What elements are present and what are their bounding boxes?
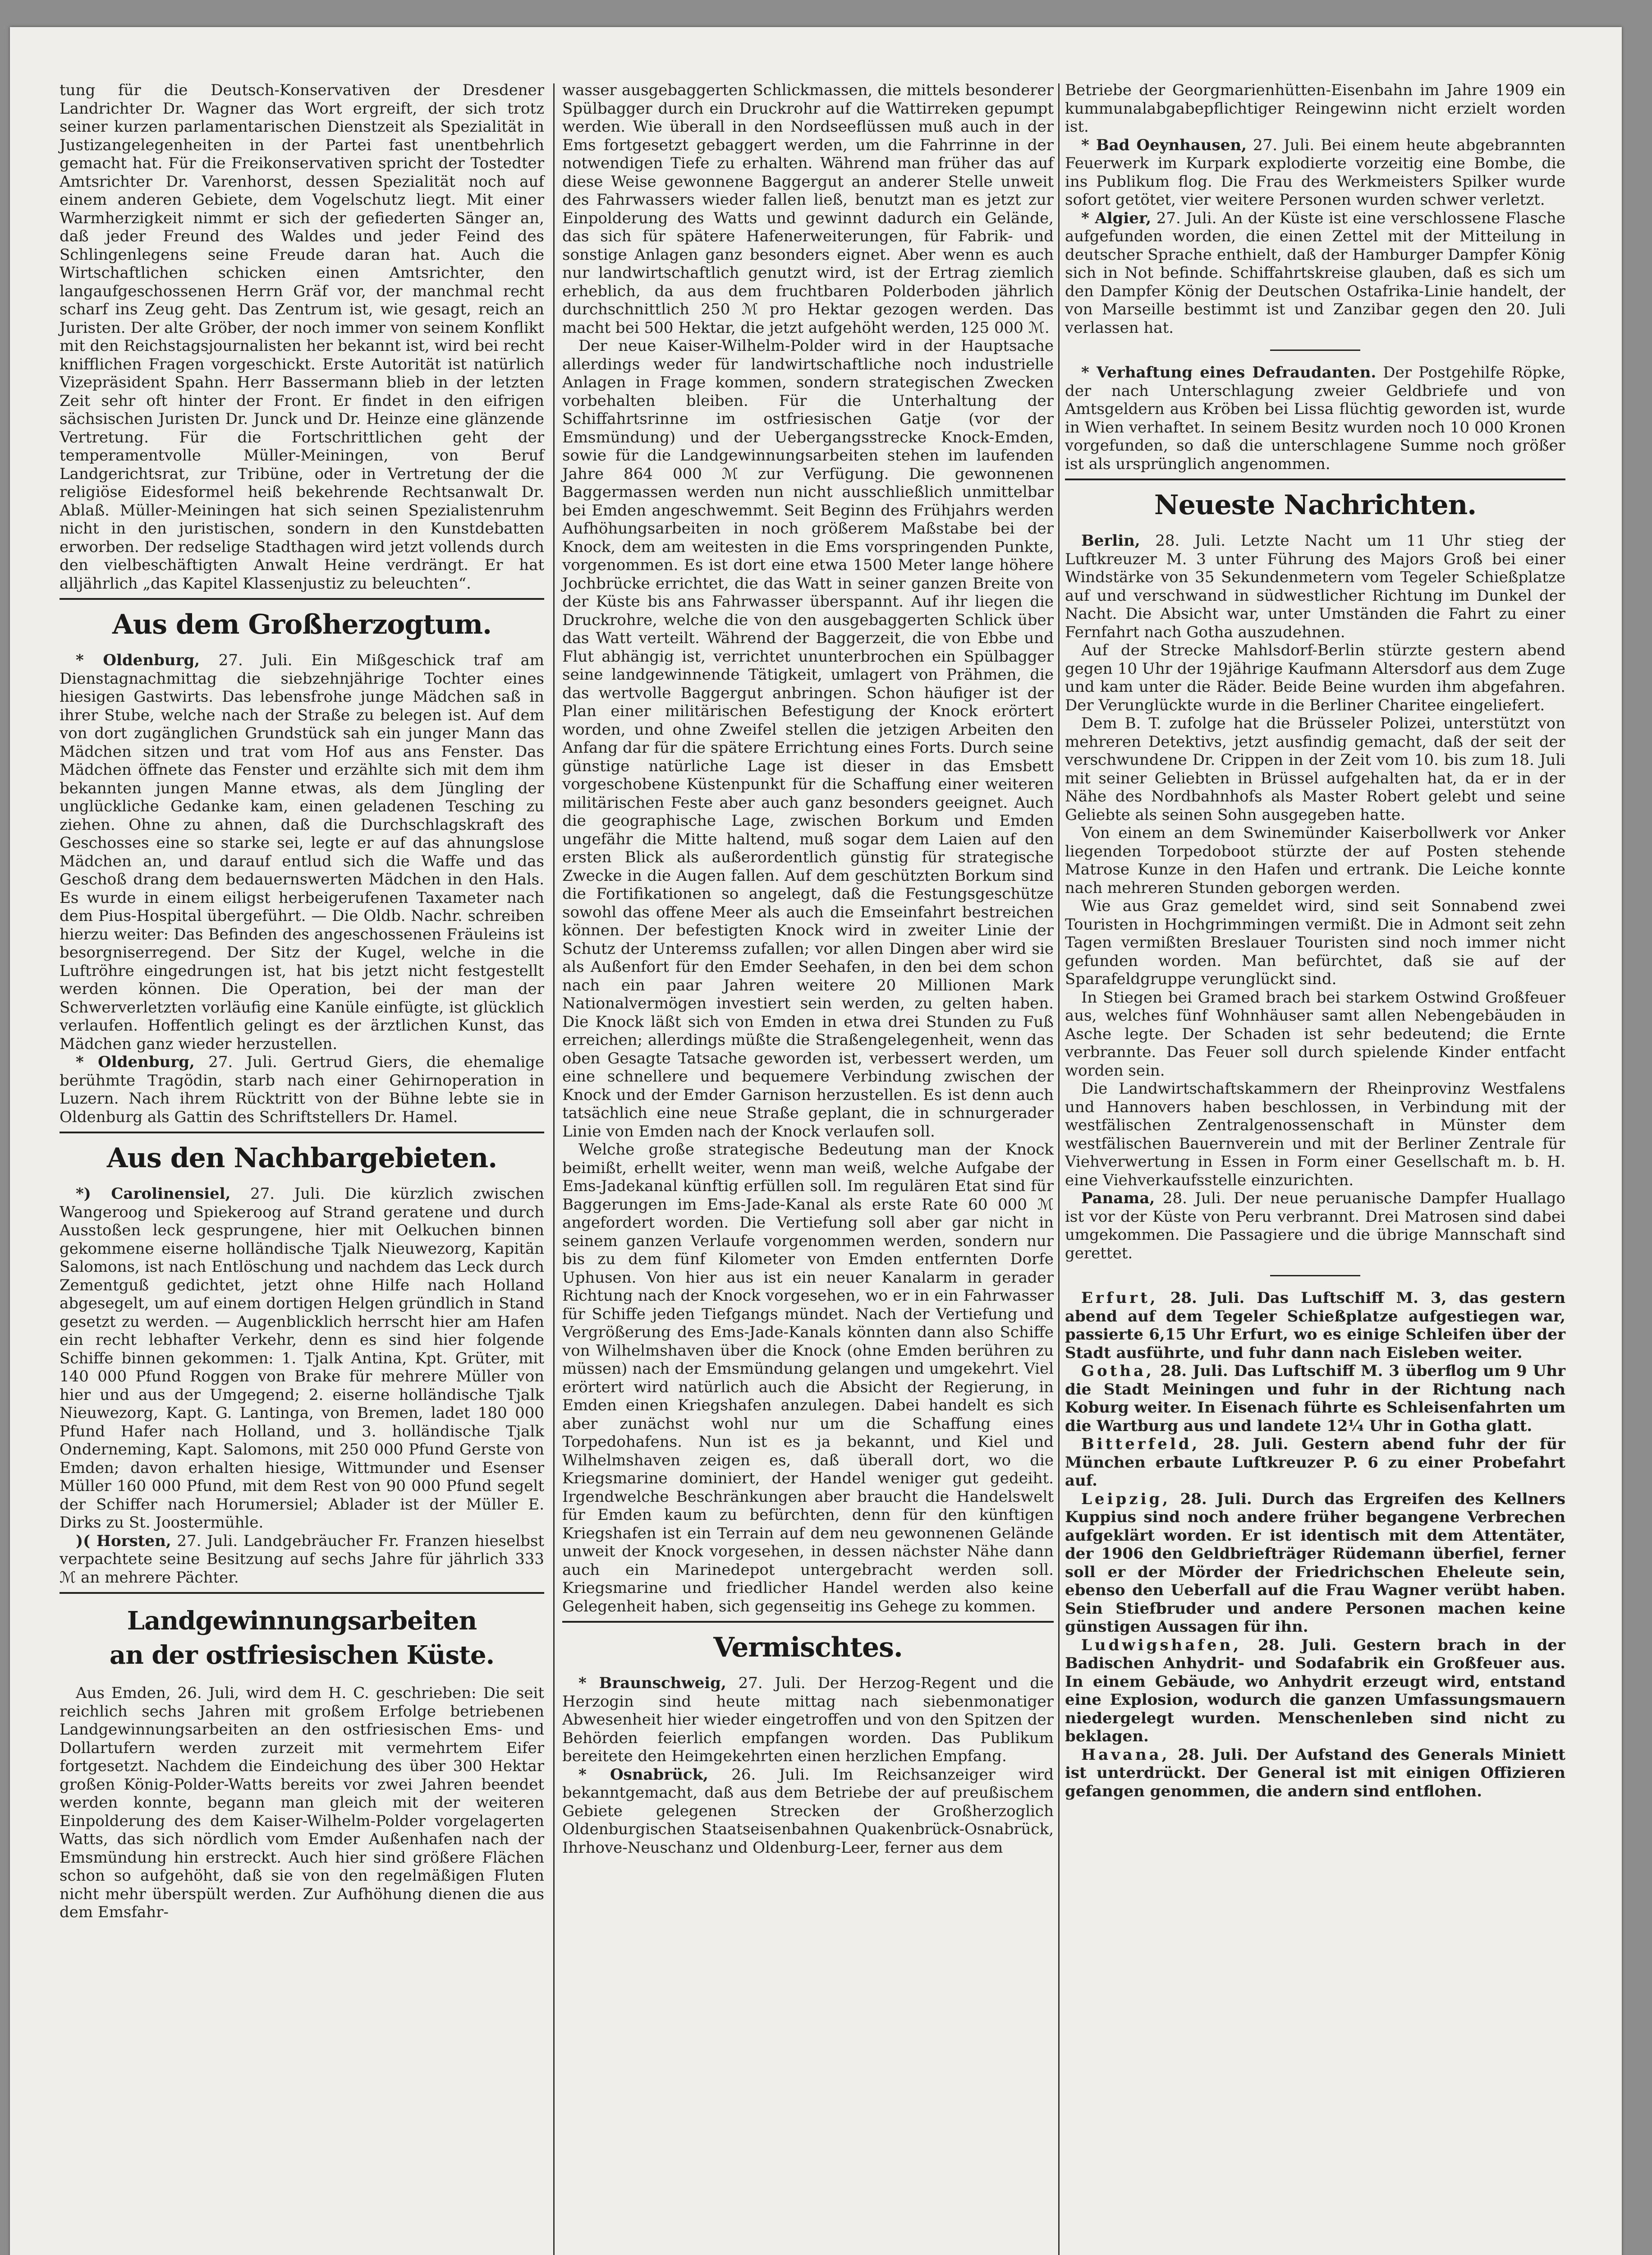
section-heading: Neueste Nachrichten. — [1154, 489, 1477, 521]
news-text: 27. Juli. Bei einem heute abgebrannten Feuerwerk im Kurpark explodierte vorzeitig eine Bombe, die ins Publikum flog. Die Frau des Werkmeisters Spilker wurde sofort getötet, vier weitere Personen wurden schwer verletzt. — [1065, 136, 1565, 209]
news-item — [1065, 136, 1565, 209]
heading-line: Landgewinnungsarbeiten — [127, 1606, 477, 1636]
news-text: 28. Juli. Das Luftschiff M. 3, das gestern abend auf dem Tegeler Schießplatze aufgestiegen war, passierte 6,15 Uhr Erfurt, wo es einige Schleifen über der Stadt ausführte, und fuhr dann nach Eisleben weiter. — [1065, 1289, 1565, 1362]
heading-line: an der ostfriesischen Küste. — [109, 1640, 495, 1670]
news-text: 28. Juli. Der Aufstand des Generals Miniett ist unterdrückt. Der General ist mit einigen Offizieren gefangen genommen, die andern sind entflohen. — [1065, 1745, 1565, 1800]
news-item — [1065, 364, 1565, 473]
news-text: 26. Juli. Im Reichsanzeiger wird bekanntgemacht, daß aus dem Betriebe der auf preußischem Gebiete gelegenen Strecken der Großherzoglich Oldenburgischen Staatseisenbahnen Quakenbrück-Osnabrück, Ihrhove-Neuschanz und Oldenburg-Leer, ferner aus dem — [562, 1765, 1054, 1857]
news-item — [1065, 1435, 1565, 1490]
news-text: Wie aus Graz gemeldet wird, sind seit Sonnabend zwei Touristen in Hochgrimmingen vermißt. Die in Admont seit zehn Tagen vermißten Breslauer Touristen sind noch immer nicht gefunden worden. Man befürchtet, daß sie auf der Sparafeldgruppe verunglückt sind. — [1065, 897, 1565, 988]
dateline: * Algier, — [1081, 209, 1152, 227]
dateline: Ludwigshafen, — [1081, 1636, 1242, 1654]
dateline: * Braunschweig, — [578, 1674, 726, 1692]
section-heading: Aus den Nachbargebieten. — [106, 1142, 497, 1174]
dateline: * Osnabrück, — [578, 1765, 709, 1784]
news-text: Die Landwirtschaftskammern der Rheinprovinz Westfalens und Hannovers haben beschlossen, in Verbindung mit der westfälischen Zentralgenossenschaft in Münster dem westfälischen Bauernverein und mit der Berliner Zentrale für Viehverwertung in Essen in Form einer Gesellschaft m. b. H. eine Viehverkaufsstelle einzurichten. — [1065, 1080, 1565, 1189]
section-rule — [60, 1132, 544, 1133]
news-item — [1065, 1636, 1565, 1746]
dateline: Leipzig, — [1081, 1490, 1171, 1508]
news-item — [1065, 1189, 1565, 1262]
column-divider — [553, 83, 555, 2255]
news-item — [60, 1185, 544, 1532]
news-text: 27. Juli. Gertrud Giers, die ehemalige berühmte Tragödin, starb nach einer Gehirnoperation in Luzern. Nach ihrem Rücktritt von der Bühne lebte sie in Oldenburg als Gattin des Schriftstellers Dr. Hamel. — [60, 1053, 545, 1126]
section-rule — [60, 598, 544, 600]
article-text: Betriebe der Georgmarienhütten-Eisenbahn im Jahre 1909 ein kummunalabgabepflichtiger Reingewinn nicht erzielt worden ist. — [1065, 81, 1565, 136]
news-item — [60, 1532, 544, 1587]
article-text: Aus Emden, 26. Juli, wird dem H. C. geschrieben: Die seit reichlich sechs Jahren mit großem Erfolge betriebenen Landgewinnungsarbeiten an den ostfriesischen Ems- und Dollartufern werden zurzeit mit vermehrtem Eifer fortgesetzt. Nachdem die Eindeichung des über 300 Hektar großen König-Polder-Watts bereits vor zwei Jahren beendet werden konnte, begann man gleich mit der weiteren Einpolderung des dem Kaiser-Wilhelm-Polder vorgelagerten Watts, das sich nördlich vom Emder Außenhafen nach der Emsmündung hin erstreckt. Auch hier sind größere Flächen schon so aufgehöht, daß sie von den regelmäßigen Fluten nicht mehr überspült werden. Zur Aufhöhung dienen die aus dem Emsfahr- — [60, 1684, 544, 1921]
news-text: 28. Juli. Der neue peruanische Dampfer Huallago ist vor der Küste von Peru verbrannt. Drei Matrosen sind dabei umgekommen. Die Passagiere und die übrige Mannschaft sind gerettet. — [1065, 1189, 1566, 1262]
news-item — [60, 651, 544, 1053]
news-text: Von einem an dem Swinemünder Kaiserbollwerk vor Anker liegenden Torpedoboot stürzte der auf Posten stehende Matrose Kunze in den Hafen und ertrank. Die Leiche konnte nach mehreren Stunden geborgen werden. — [1065, 824, 1565, 897]
dateline: Havana, — [1081, 1745, 1170, 1764]
article-text: wasser ausgebaggerten Schlickmassen, die mittels besonderer Spülbagger durch ein Druckrohr auf die Wattirreken gepumpt werden. Wie überall in den Nordseeflüssen muß auch in der Ems fortgesetzt gebaggert werden, um die Fahrrinne in der notwendigen Tiefe zu erhalten. Während man früher das auf diese Weise gewonnene Baggergut an anderer Stelle unweit des Fahrwassers wieder fallen ließ, benutzt man es jetzt zur Einpolderung des Watts und gewinnt dadurch ein Gelände, das sich für spätere Hafenerweiterungen, für Fabrik- und sonstige Anlagen ganz besonders eignet. Aber wenn es auch nur landwirtschaftlich genutzt wird, ist der Ertrag ziemlich erheblich, da aus dem fruchtbaren Polderboden jährlich durchschnittlich 250 ℳ pro Hektar gezogen werden. Das macht bei 500 Hektar, die jetzt aufgehöht werden, 125 000 ℳ. — [562, 81, 1054, 337]
dateline: Gotha, — [1081, 1362, 1155, 1380]
news-text: 27. Juli. Der Herzog-Regent und die Herzogin sind heute mittag nach siebenmonatiger Abwesenheit hier wieder eingetroffen und von den Spitzen der Behörden feierlich empfangen worden. Das Publikum bereitete den Heimgekehrten einen herzlichen Empfang. — [562, 1674, 1054, 1765]
news-item — [1065, 209, 1565, 337]
article-text: Welche große strategische Bedeutung man der Knock beimißt, erhellt weiter, wenn man weiß, welche Aufgabe der Ems-Jadekanal künftig erfüllen soll. Im regulären Etat sind für Baggerungen im Ems-Jade-Kanal als erste Rate 60 000 ℳ angefordert worden. Die Vertiefung soll aber gar nicht in seinem ganzen Verlaufe vorgenommen werden, sondern nur bis zu dem fünf Kilometer von Emden entfernten Dorfe Uphusen. Von hier aus ist ein neuer Kanalarm in gerader Richtung nach der Knock vorgesehen, wo er in ein Fahrwasser für Schiffe jeden Tiefgangs mündet. Nach der Vertiefung und Vergrößerung des Ems-Jade-Kanals könnten dann also Schiffe von Wilhelmshaven über die Knock (ohne Emden berühren zu müssen) nach der Emsmündung gelangen und umgekehrt. Viel erörtert wird natürlich auch die Absicht der Regierung, in Emden einen Kriegshafen anzulegen. Dabei handelt es sich aber zunächst wohl nur um die Schaffung eines Torpedohafens. Nun ist es ja bekannt, und Kiel und Wilhelmshaven zeigen es, daß überall dort, wo die Kriegsmarine dominiert, der Handel weniger gut gedeiht. Irgendwelche Beschränkungen aber braucht die Handelswelt für Emden kaum zu befürchten, denn für den künftigen Kriegshafen ist ein Terrain auf dem neu gewonnenen Gelände unweit der Knock vorgesehen, in dessen nächster Nähe dann auch ein Marinedepot untergebracht werden soll. Kriegsmarine und friedlicher Handel werden also keine Gelegenheit haben, sich gegenseitig ins Gehege zu kommen. — [562, 1141, 1054, 1615]
news-item — [562, 1766, 1054, 1857]
news-text: 27. Juli. Ein Mißgeschick traf am Dienstagnachmittag die siebzehnjährige Tochter eines hiesigen Gastwirts. Das lebensfrohe junge Mädchen saß in ihrer Stube, welche nach der Straße zu belegen ist. Auf dem von dort zugänglichen Grundstück sah ein junger Mann das Mädchen sitzen und trat vom Hof aus ans Fenster. Das Mädchen öffnete das Fenster und erzählte sich mit dem ihm bekannten jungen Manne etwas, als dem Jüngling der unglückliche Gedanke kam, einen geladenen Tesching zu ziehen. Ohne zu ahnen, daß die Durchschlagskraft des Geschosses eine so starke sei, legte er auf das ahnungslose Mädchen an, und darauf entlud sich die Waffe und das Geschoß drang dem bedauernswerten Mädchen in den Hals. Es wurde in einem eiligst herbeigerufenen Taxameter nach dem Pius-Hospital übergeführt. — Die Oldb. Nachr. schreiben hierzu weiter: Das Befinden des angeschossenen Fräuleins ist besorgniserregend. Der Sitz der Kugel, welche in die Luftröhre eingedrungen ist, hat bis jetzt nicht festgestellt werden können. Die Operation, bei der man der Schwerverletzten vorläufig eine Kanüle einfügte, ist glücklich verlaufen. Hoffentlich gelingt es der ärztlichen Kunst, das Mädchen ganz wieder herzustellen. — [60, 651, 545, 1053]
dateline: Berlin, — [1081, 532, 1140, 550]
dateline: * Oldenburg, — [76, 1053, 195, 1071]
news-text: In Stiegen bei Gramed brach bei starkem Ostwind Großfeuer aus, welches fünf Wohnhäuser samt allen Nebengebäuden in Asche legte. Der Schaden ist sehr bedeutend; die Ernte verbrannte. Das Feuer soll durch spielende Kinder entfacht worden sein. — [1065, 988, 1565, 1080]
news-item — [1065, 1746, 1565, 1801]
news-item — [1065, 1362, 1565, 1435]
dateline: * Verhaftung eines Defraudanten. — [1081, 364, 1377, 382]
section-heading: Vermischtes. — [713, 1632, 903, 1663]
column-divider — [1058, 83, 1060, 2255]
article-text: Der neue Kaiser-Wilhelm-Polder wird in der Hauptsache allerdings weder für landwirtschaftliche noch industrielle Anlagen in Frage kommen, sondern strategischen Zwecken vorbehalten bleiben. Für die Unterhaltung der Schiffahrtsrinne im ostfriesischen Gatje (vor der Emsmündung) und der Uebergangsstrecke Knock-Emden, sowie für die Landgewinnungsarbeiten stehen im laufenden Jahre 864 000 ℳ zur Verfügung. Die gewonnenen Baggermassen werden nun nicht ausschließlich unmittelbar bei Emden angeschwemmt. Seit Beginn des Frühjahrs werden Aufhöhungsarbeiten in noch größerem Maßstabe bei der Knock, dem am weitesten in die Ems vorspringenden Punkte, vorgenommen. Es ist dort eine etwa 1500 Meter lange höhere Jochbrücke errichtet, die das Watt in seiner ganzen Breite von der Küste bis ans Fahrwasser überspannt. Auf ihr liegen die Druckrohre, welche die von den ausgebaggerten Schlick über das Watt verteilt. Während der Baggerzeit, die von Ebbe und Flut abhängig ist, verrichtet ununterbrochen ein Spülbagger seine landgewinnende Tätigkeit, umlagert von Prähmen, die das wertvolle Baggergut anbringen. Schon häufiger ist der Plan einer militärischen Befestigung der Knock erörtert worden, und ohne Zweifel stellen die jetzigen Arbeiten den Anfang dar für die spätere Errichtung eines Forts. Durch seine günstige natürliche Lage ist dieser in das Emsbett vorgeschobene Küstenpunkt für die Schaffung einer weiteren militärischen Feste aber auch ganz besonders geeignet. Auch die geographische Lage, zwischen Borkum und Emden ungefähr die Mitte haltend, muß sogar dem Laien auf den ersten Blick als außerordentlich günstig für strategische Zwecke in die Augen fallen. Auf dem geschützten Borkum sind die Fortifikationen so angelegt, daß die Festungsgeschütze sowohl das offene Meer als auch die Emseinfahrt bestreichen können. Der befestigten Knock wird in zweiter Linie der Schutz der Unteremss zufallen; vor allen Dingen aber wird sie als Außenfort für den Emder Seehafen, in den bei dem schon nach ein paar Jahren weitere 20 Millionen Mark Nationalvermögen investiert sein werden, zu gelten haben. Die Knock läßt sich von Emden in etwa drei Stunden zu Fuß erreichen; allerdings müßte die Straßengelegenheit, wenn das oben Gesagte Tatsache geworden ist, verbessert werden, um eine schnellere und bequemere Verbindung zwischen der Knock und der Emder Garnison herzustellen. Es ist denn auch tatsächlich eine neue Straße geplant, die in schnurgerader Linie von Emden nach der Knock verlaufen soll. — [562, 337, 1054, 1141]
news-item — [1065, 532, 1565, 641]
dateline: * Oldenburg, — [76, 651, 200, 669]
news-item — [1065, 1289, 1565, 1362]
section-heading: Aus dem Großherzogtum. — [112, 609, 491, 640]
dateline: Erfurt, — [1081, 1289, 1158, 1307]
dateline: Bitterfeld, — [1081, 1435, 1200, 1453]
section-rule — [1065, 479, 1565, 480]
item-divider — [1270, 350, 1360, 351]
news-text: Der Postgehilfe Röpke, der nach Unterschlagung zweier Geldbriefe und von Amtsgeldern aus Kröben bei Lissa flüchtig geworden ist, wurde in Wien verhaftet. In seinem Besitz wurden noch 10 000 Kronen vorgefunden, so daß die unterschlagene Summe noch größer ist als ursprünglich angenommen. — [1065, 364, 1565, 473]
news-text: 28. Juli. Durch das Ergreifen des Kellners Kuppius sind noch andere früher begangene Verbrechen aufgeklärt worden. Er ist identisch mit dem Attentäter, der 1906 den Geldbriefträger Rüdemann überfiel, ferner soll er der Mörder der Friedrichschen Eheleute sein, ebenso den Ueberfall auf die Frau Wagner verübt haben. Sein Stiefbruder und andere Personen machen keine günstigen Aussagen für ihn. — [1065, 1490, 1565, 1636]
column-3 — [1065, 81, 1565, 1800]
dateline: *) Carolinensiel, — [76, 1185, 231, 1203]
news-text: 27. Juli. An der Küste ist eine verschlossene Flasche aufgefunden worden, die einen Zettel mit der Mitteilung in deutscher Sprache enthielt, daß der Hamburger Dampfer König sich in Not befinde. Schiffahrtskreise glauben, daß es sich um den Dampfer König der Deutschen Ostafrika-Linie handelt, der von Marseille bestimmt ist und Zanzibar gegen den 20. Juli verlassen hat. — [1065, 209, 1565, 337]
column-2 — [562, 81, 1054, 1857]
article-heading — [60, 1604, 544, 1672]
news-item — [562, 1674, 1054, 1766]
news-text: 28. Juli. Das Luftschiff M. 3 überflog um 9 Uhr die Stadt Meiningen und fuhr in der Richtung nach Koburg weiter. In Eisenach führte es Schleisenfahrten um die Wartburg aus und landete 12¼ Uhr in Gotha glatt. — [1065, 1362, 1565, 1435]
article-text: tung für die Deutsch-Konservativen der Dresdener Landrichter Dr. Wagner das Wort ergreift, der sich trotz seiner kurzen parlamentarischen Dienstzeit als Spezialität in Justizangelegenheiten in der Partei fast unentbehrlich gemacht hat. Für die Freikonservativen spricht der Tostedter Amtsrichter Dr. Varenhorst, dessen Spezialität noch auf einem anderen Gebiete, dem Vogelschutz liegt. Mit einer Warmherzigkeit nimmt er sich der gefiederten Sänger an, daß jeder Freund des Waldes und jeder Feind des Schlingenlegens seine Freude daran hat. Auch die Wirtschaftlichen schicken einen Amtsrichter, den langaufgeschossenen Herrn Gräf vor, der manchmal recht scharf ins Zeug geht. Das Zentrum ist, wie gesagt, reich an Juristen. Der alte Gröber, der noch immer von seinem Konflikt mit den Reichstagsjournalisten her bekannt ist, wird bei recht knifflichen Fragen vorgeschickt. Erste Autorität ist natürlich Vizepräsident Spahn. Herr Bassermann blieb in der letzten Zeit sehr oft hinter der Front. Er findet in den eifrigen sächsischen Juristen Dr. Junck und Dr. Heinze eine glänzende Vertretung. Für die Fortschrittlichen geht der temperamentvolle Müller-Meiningen, von Beruf Landgerichtsrat, zur Tribüne, oder in Vertretung der die religiöse Eidesformel heiß bekehrende Rechtsanwalt Dr. Ablaß. Müller-Meiningen hat sich seinen Spezialistenruhm nicht in den juristischen, sondern in den Kunstdebatten erworben. Der redselige Stadthagen wird jetzt vollends durch den vielbeschäftigten Anwalt Heine verdrängt. Er hat alljährlich „das Kapitel Klassenjustiz zu beleuchten“. — [60, 81, 544, 593]
item-divider — [1270, 1275, 1360, 1276]
news-text: 27. Juli. Landgebräucher Fr. Franzen hieselbst verpachtete seine Besitzung auf sechs Jahre für jährlich 333 ℳ an mehrere Pächter. — [60, 1532, 544, 1587]
dateline: Panama, — [1081, 1189, 1155, 1207]
news-text: 28. Juli. Gestern abend fuhr der für München erbaute Luftkreuzer P. 6 zu einer Probefahrt auf. — [1065, 1435, 1565, 1490]
newspaper-page — [10, 27, 1622, 2255]
news-text: Dem B. T. zufolge hat die Brüsseler Polizei, unterstützt von mehreren Detektivs, jetzt ausfindig gemacht, daß der seit der verschwundene Dr. Crippen in der Zeit vom 10. bis zum 18. Juli mit seiner Geliebten in Brüssel aufgehalten hat, da er in der Nähe des Nordbahnhofs als Master Robert gelebt und seine Geliebte als seinen Sohn ausgegeben hatte. — [1065, 714, 1565, 824]
news-text: 27. Juli. Die kürzlich zwischen Wangeroog und Spiekeroog auf Strand geratene und durch Ausstoßen leck gesprungene, hier mit Oelkuchen binnen gekommene eiserne holländische Tjalk Nieuwezorg, Kapitän Salomons, ist nach Entlöschung und nachdem das Leck durch Zementguß gedichtet, jetzt ohne Hilfe nach Holland abgesegelt, um auf einem dortigen Helgen gründlich in Stand gesetzt zu werden. — Augenblicklich herrscht hier am Hafen ein recht lebhafter Verkehr, denn es sind hier folgende Schiffe binnen gekommen: 1. Tjalk Antina, Kpt. Grüter, mit 140 000 Pfund Roggen von Brake für mehrere Müller von hier und aus der Umgegend; 2. eiserne holländische Tjalk Nieuwezorg, Kapt. G. Lantinga, von Bremen, ladet 180 000 Pfund Hafer nach Holland, und 3. holländische Tjalk Onderneming, Kapt. Salomons, mit 250 000 Pfund Gerste von Emden; davon erhalten hiesige, Wittmunder und Esenser Müller 160 000 Pfund, mit dem Rest von 90 000 Pfund segelt der Schiffer nach Horumersiel; Ablader ist der Müller E. Dirks zu St. Joostermühle. — [60, 1185, 545, 1532]
dateline: )( Horsten, — [76, 1532, 171, 1550]
news-text: 28. Juli. Gestern brach in der Badischen Anhydrit- und Sodafabrik ein Großfeuer aus. In einem Gebäude, wo Anhydrit erzeugt wird, entstand eine Explosion, wodurch die ganzen Umfassungsmauern niedergelegt wurden. Menschenleben sind nicht zu beklagen. — [1065, 1636, 1565, 1745]
section-rule — [562, 1621, 1054, 1623]
news-text: 28. Juli. Letzte Nacht um 11 Uhr stieg der Luftkreuzer M. 3 unter Führung des Majors Groß bei einer Windstärke von 35 Sekundenmetern vom Tegeler Schießplatze auf und verschwand in südwestlicher Richtung im Dunkel der Nacht. Die Absicht war, unter Umständen die Fahrt zu einer Fernfahrt nach Gotha auszudehnen. — [1065, 532, 1566, 641]
column-1 — [60, 81, 544, 1922]
news-item — [60, 1053, 544, 1126]
dateline: * Bad Oeynhausen, — [1081, 136, 1247, 154]
section-rule — [60, 1592, 544, 1594]
news-text: Auf der Strecke Mahlsdorf-Berlin stürzte gestern abend gegen 10 Uhr der 19jährige Kaufmann Altersdorf aus dem Zuge und kam unter die Räder. Beide Beine wurden ihm abgefahren. Der Verunglückte wurde in die Berliner Charitee eingeliefert. — [1065, 641, 1565, 714]
news-item — [1065, 1490, 1565, 1636]
